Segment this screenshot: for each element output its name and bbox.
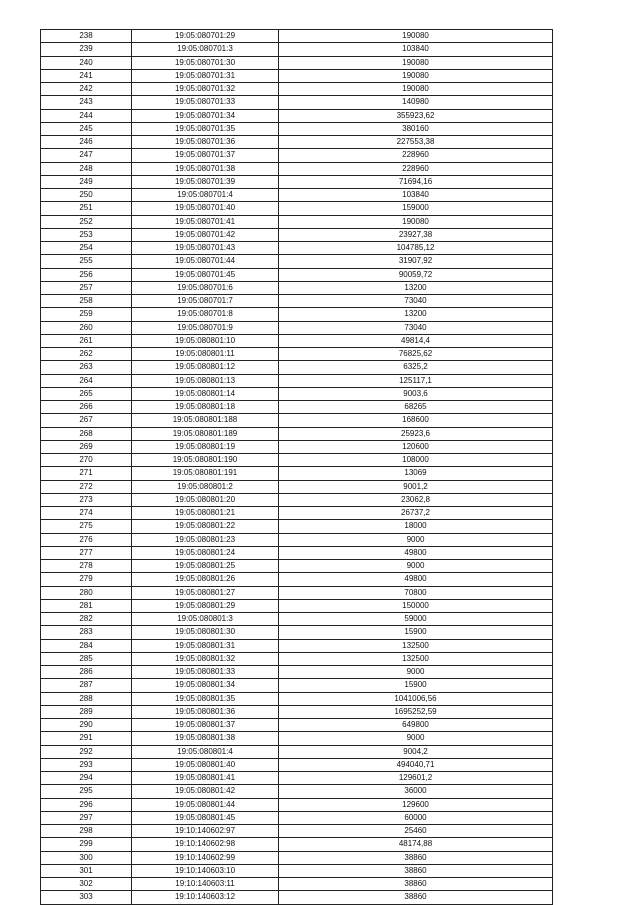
- table-row: [41, 30, 553, 43]
- table-row: [41, 599, 553, 612]
- table-row: [41, 96, 553, 109]
- value-cell: 59000: [279, 613, 553, 626]
- value-cell: 108000: [279, 454, 553, 467]
- value-cell: 73040: [279, 295, 553, 308]
- cadastral-number-cell: 19:05:080701:6: [132, 281, 279, 294]
- row-number-cell: 257: [41, 281, 132, 294]
- value-cell: 23062,8: [279, 493, 553, 506]
- value-cell: 132500: [279, 639, 553, 652]
- value-cell: 71694,16: [279, 175, 553, 188]
- table-row: [41, 136, 553, 149]
- value-cell: 68265: [279, 401, 553, 414]
- value-cell: 103840: [279, 189, 553, 202]
- value-cell: 38860: [279, 851, 553, 864]
- row-number-cell: 283: [41, 626, 132, 639]
- table-row: [41, 838, 553, 851]
- value-cell: 6325,2: [279, 361, 553, 374]
- cadastral-number-cell: 19:05:080801:21: [132, 507, 279, 520]
- row-number-cell: 298: [41, 825, 132, 838]
- value-cell: 23927,38: [279, 228, 553, 241]
- cadastral-number-cell: 19:05:080701:38: [132, 162, 279, 175]
- row-number-cell: 276: [41, 533, 132, 546]
- table-row: [41, 467, 553, 480]
- value-cell: 13069: [279, 467, 553, 480]
- cadastral-number-cell: 19:05:080801:31: [132, 639, 279, 652]
- value-cell: 73040: [279, 321, 553, 334]
- row-number-cell: 252: [41, 215, 132, 228]
- row-number-cell: 291: [41, 732, 132, 745]
- row-number-cell: 266: [41, 401, 132, 414]
- table-row: [41, 414, 553, 427]
- value-cell: 150000: [279, 599, 553, 612]
- table-row: [41, 295, 553, 308]
- table-row: [41, 652, 553, 665]
- row-number-cell: 243: [41, 96, 132, 109]
- cadastral-number-cell: 19:05:080801:32: [132, 652, 279, 665]
- row-number-cell: 278: [41, 560, 132, 573]
- value-cell: 190080: [279, 30, 553, 43]
- cadastral-number-cell: 19:05:080701:8: [132, 308, 279, 321]
- value-cell: 36000: [279, 785, 553, 798]
- table-row: [41, 255, 553, 268]
- cadastral-number-cell: 19:05:080701:35: [132, 122, 279, 135]
- cadastral-number-cell: 19:05:080801:42: [132, 785, 279, 798]
- row-number-cell: 253: [41, 228, 132, 241]
- cadastral-number-cell: 19:05:080801:4: [132, 745, 279, 758]
- cadastral-number-cell: 19:10:140602:97: [132, 825, 279, 838]
- row-number-cell: 246: [41, 136, 132, 149]
- cadastral-number-cell: 19:05:080801:44: [132, 798, 279, 811]
- cadastral-number-cell: 19:05:080801:191: [132, 467, 279, 480]
- row-number-cell: 289: [41, 705, 132, 718]
- value-cell: 60000: [279, 811, 553, 824]
- value-cell: 49800: [279, 573, 553, 586]
- row-number-cell: 301: [41, 864, 132, 877]
- row-number-cell: 256: [41, 268, 132, 281]
- value-cell: 9000: [279, 666, 553, 679]
- table-row: [41, 520, 553, 533]
- row-number-cell: 302: [41, 878, 132, 891]
- table-row: [41, 454, 553, 467]
- row-number-cell: 255: [41, 255, 132, 268]
- cadastral-number-cell: 19:05:080801:2: [132, 480, 279, 493]
- table-row: [41, 281, 553, 294]
- row-number-cell: 303: [41, 891, 132, 904]
- cadastral-number-cell: 19:10:140602:98: [132, 838, 279, 851]
- table-row: [41, 387, 553, 400]
- cadastral-number-cell: 19:05:080701:30: [132, 56, 279, 69]
- table-row: [41, 560, 553, 573]
- cadastral-number-cell: 19:05:080701:3: [132, 43, 279, 56]
- row-number-cell: 267: [41, 414, 132, 427]
- table-row: [41, 692, 553, 705]
- table-row: [41, 705, 553, 718]
- value-cell: 70800: [279, 586, 553, 599]
- cadastral-number-cell: 19:05:080801:41: [132, 772, 279, 785]
- value-cell: 38860: [279, 864, 553, 877]
- table-row: [41, 56, 553, 69]
- value-cell: 125117,1: [279, 374, 553, 387]
- value-cell: 25460: [279, 825, 553, 838]
- row-number-cell: 297: [41, 811, 132, 824]
- table-row: [41, 480, 553, 493]
- value-cell: 9000: [279, 560, 553, 573]
- value-cell: 355923,62: [279, 109, 553, 122]
- cadastral-number-cell: 19:05:080701:43: [132, 242, 279, 255]
- row-number-cell: 270: [41, 454, 132, 467]
- row-number-cell: 282: [41, 613, 132, 626]
- row-number-cell: 249: [41, 175, 132, 188]
- cadastral-number-cell: 19:05:080701:44: [132, 255, 279, 268]
- value-cell: 15900: [279, 626, 553, 639]
- cadastral-number-cell: 19:05:080701:32: [132, 83, 279, 96]
- value-cell: 228960: [279, 149, 553, 162]
- table-row: [41, 69, 553, 82]
- cadastral-number-cell: 19:05:080801:38: [132, 732, 279, 745]
- cadastral-number-cell: 19:05:080701:34: [132, 109, 279, 122]
- row-number-cell: 284: [41, 639, 132, 652]
- row-number-cell: 281: [41, 599, 132, 612]
- value-cell: 129601,2: [279, 772, 553, 785]
- cadastral-number-cell: 19:05:080801:10: [132, 334, 279, 347]
- row-number-cell: 244: [41, 109, 132, 122]
- table-row: [41, 109, 553, 122]
- value-cell: 1041006,56: [279, 692, 553, 705]
- cadastral-number-cell: 19:05:080801:45: [132, 811, 279, 824]
- table-row: [41, 719, 553, 732]
- row-number-cell: 251: [41, 202, 132, 215]
- cadastral-number-cell: 19:05:080801:29: [132, 599, 279, 612]
- table-row: [41, 321, 553, 334]
- cadastral-number-cell: 19:05:080801:25: [132, 560, 279, 573]
- value-cell: 49800: [279, 546, 553, 559]
- value-cell: 140980: [279, 96, 553, 109]
- row-number-cell: 259: [41, 308, 132, 321]
- table-row: [41, 493, 553, 506]
- row-number-cell: 260: [41, 321, 132, 334]
- table-row: [41, 758, 553, 771]
- table-row: [41, 772, 553, 785]
- table-row: [41, 811, 553, 824]
- value-cell: 38860: [279, 878, 553, 891]
- cadastral-number-cell: 19:05:080801:40: [132, 758, 279, 771]
- table-row: [41, 586, 553, 599]
- value-cell: 190080: [279, 215, 553, 228]
- value-cell: 132500: [279, 652, 553, 665]
- table-row: [41, 374, 553, 387]
- table-row: [41, 679, 553, 692]
- table-row: [41, 189, 553, 202]
- row-number-cell: 262: [41, 348, 132, 361]
- row-number-cell: 294: [41, 772, 132, 785]
- cadastral-number-cell: 19:05:080701:7: [132, 295, 279, 308]
- table-row: [41, 228, 553, 241]
- row-number-cell: 264: [41, 374, 132, 387]
- row-number-cell: 240: [41, 56, 132, 69]
- row-number-cell: 248: [41, 162, 132, 175]
- cadastral-number-cell: 19:05:080801:188: [132, 414, 279, 427]
- row-number-cell: 293: [41, 758, 132, 771]
- table-row: [41, 440, 553, 453]
- table-row: [41, 149, 553, 162]
- row-number-cell: 239: [41, 43, 132, 56]
- row-number-cell: 299: [41, 838, 132, 851]
- row-number-cell: 280: [41, 586, 132, 599]
- cadastral-number-cell: 19:05:080801:13: [132, 374, 279, 387]
- value-cell: 129600: [279, 798, 553, 811]
- value-cell: 190080: [279, 69, 553, 82]
- row-number-cell: 292: [41, 745, 132, 758]
- value-cell: 494040,71: [279, 758, 553, 771]
- cadastral-number-cell: 19:05:080701:9: [132, 321, 279, 334]
- value-cell: 103840: [279, 43, 553, 56]
- value-cell: 9000: [279, 732, 553, 745]
- cadastral-number-cell: 19:10:140603:11: [132, 878, 279, 891]
- row-number-cell: 300: [41, 851, 132, 864]
- row-number-cell: 287: [41, 679, 132, 692]
- value-cell: 25923,6: [279, 427, 553, 440]
- value-cell: 1695252,59: [279, 705, 553, 718]
- row-number-cell: 263: [41, 361, 132, 374]
- row-number-cell: 275: [41, 520, 132, 533]
- table-row: [41, 122, 553, 135]
- value-cell: 90059,72: [279, 268, 553, 281]
- table-row: [41, 334, 553, 347]
- table-body: [41, 30, 553, 905]
- cadastral-number-cell: 19:05:080801:3: [132, 613, 279, 626]
- value-cell: 159000: [279, 202, 553, 215]
- table-row: [41, 825, 553, 838]
- table-row: [41, 268, 553, 281]
- cadastral-number-cell: 19:05:080801:14: [132, 387, 279, 400]
- table-row: [41, 798, 553, 811]
- value-cell: 649800: [279, 719, 553, 732]
- cadastral-number-cell: 19:05:080801:11: [132, 348, 279, 361]
- cadastral-number-cell: 19:05:080801:36: [132, 705, 279, 718]
- row-number-cell: 295: [41, 785, 132, 798]
- table-row: [41, 175, 553, 188]
- value-cell: 9000: [279, 533, 553, 546]
- value-cell: 104785,12: [279, 242, 553, 255]
- value-cell: 190080: [279, 83, 553, 96]
- cadastral-number-cell: 19:05:080701:39: [132, 175, 279, 188]
- row-number-cell: 288: [41, 692, 132, 705]
- row-number-cell: 272: [41, 480, 132, 493]
- cadastral-number-cell: 19:05:080801:26: [132, 573, 279, 586]
- cadastral-number-cell: 19:05:080801:23: [132, 533, 279, 546]
- cadastral-number-cell: 19:05:080801:18: [132, 401, 279, 414]
- table-row: [41, 83, 553, 96]
- cadastral-number-cell: 19:05:080701:36: [132, 136, 279, 149]
- row-number-cell: 242: [41, 83, 132, 96]
- table-row: [41, 613, 553, 626]
- cadastral-number-cell: 19:05:080801:37: [132, 719, 279, 732]
- table-row: [41, 666, 553, 679]
- row-number-cell: 254: [41, 242, 132, 255]
- table-row: [41, 745, 553, 758]
- value-cell: 31907,92: [279, 255, 553, 268]
- cadastral-number-cell: 19:05:080801:22: [132, 520, 279, 533]
- cadastral-number-cell: 19:05:080701:33: [132, 96, 279, 109]
- cadastral-number-cell: 19:05:080701:29: [132, 30, 279, 43]
- value-cell: 13200: [279, 308, 553, 321]
- cadastral-number-cell: 19:05:080701:37: [132, 149, 279, 162]
- cadastral-number-cell: 19:10:140603:12: [132, 891, 279, 904]
- cadastral-number-cell: 19:05:080701:42: [132, 228, 279, 241]
- cadastral-number-cell: 19:05:080701:45: [132, 268, 279, 281]
- cadastral-number-cell: 19:05:080701:4: [132, 189, 279, 202]
- row-number-cell: 285: [41, 652, 132, 665]
- table-row: [41, 507, 553, 520]
- table-row: [41, 864, 553, 877]
- row-number-cell: 296: [41, 798, 132, 811]
- value-cell: 190080: [279, 56, 553, 69]
- table-row: [41, 242, 553, 255]
- cadastral-number-cell: 19:05:080701:41: [132, 215, 279, 228]
- table-row: [41, 878, 553, 891]
- cadastral-number-cell: 19:05:080701:40: [132, 202, 279, 215]
- table-row: [41, 546, 553, 559]
- value-cell: 9001,2: [279, 480, 553, 493]
- table-row: [41, 348, 553, 361]
- table-row: [41, 308, 553, 321]
- row-number-cell: 250: [41, 189, 132, 202]
- row-number-cell: 271: [41, 467, 132, 480]
- cadastral-number-cell: 19:05:080801:20: [132, 493, 279, 506]
- row-number-cell: 290: [41, 719, 132, 732]
- row-number-cell: 238: [41, 30, 132, 43]
- cadastral-number-cell: 19:10:140603:10: [132, 864, 279, 877]
- value-cell: 49814,4: [279, 334, 553, 347]
- value-cell: 18000: [279, 520, 553, 533]
- cadastral-number-cell: 19:05:080801:34: [132, 679, 279, 692]
- value-cell: 9003,6: [279, 387, 553, 400]
- row-number-cell: 241: [41, 69, 132, 82]
- value-cell: 168600: [279, 414, 553, 427]
- cadastral-number-cell: 19:05:080801:24: [132, 546, 279, 559]
- row-number-cell: 277: [41, 546, 132, 559]
- value-cell: 15900: [279, 679, 553, 692]
- cadastral-number-cell: 19:05:080801:27: [132, 586, 279, 599]
- value-cell: 227553,38: [279, 136, 553, 149]
- row-number-cell: 269: [41, 440, 132, 453]
- row-number-cell: 286: [41, 666, 132, 679]
- cadastral-number-cell: 19:05:080801:33: [132, 666, 279, 679]
- value-cell: 120600: [279, 440, 553, 453]
- table-row: [41, 732, 553, 745]
- row-number-cell: 261: [41, 334, 132, 347]
- cadastral-number-cell: 19:05:080801:12: [132, 361, 279, 374]
- value-cell: 13200: [279, 281, 553, 294]
- value-cell: 26737,2: [279, 507, 553, 520]
- cadastral-number-cell: 19:05:080801:189: [132, 427, 279, 440]
- table-row: [41, 401, 553, 414]
- table-row: [41, 573, 553, 586]
- table-row: [41, 891, 553, 904]
- table-row: [41, 162, 553, 175]
- table-row: [41, 533, 553, 546]
- cadastral-number-cell: 19:05:080801:35: [132, 692, 279, 705]
- value-cell: 9004,2: [279, 745, 553, 758]
- table-row: [41, 785, 553, 798]
- cadastral-value-table: [40, 29, 553, 905]
- row-number-cell: 274: [41, 507, 132, 520]
- row-number-cell: 245: [41, 122, 132, 135]
- table-row: [41, 851, 553, 864]
- row-number-cell: 279: [41, 573, 132, 586]
- table-row: [41, 361, 553, 374]
- row-number-cell: 247: [41, 149, 132, 162]
- row-number-cell: 258: [41, 295, 132, 308]
- table-row: [41, 427, 553, 440]
- row-number-cell: 273: [41, 493, 132, 506]
- value-cell: 76825,62: [279, 348, 553, 361]
- cadastral-number-cell: 19:05:080801:190: [132, 454, 279, 467]
- table-row: [41, 43, 553, 56]
- value-cell: 38860: [279, 891, 553, 904]
- table-row: [41, 215, 553, 228]
- table-row: [41, 639, 553, 652]
- row-number-cell: 265: [41, 387, 132, 400]
- cadastral-number-cell: 19:05:080801:30: [132, 626, 279, 639]
- row-number-cell: 268: [41, 427, 132, 440]
- value-cell: 48174,88: [279, 838, 553, 851]
- table-row: [41, 626, 553, 639]
- value-cell: 380160: [279, 122, 553, 135]
- value-cell: 228960: [279, 162, 553, 175]
- cadastral-number-cell: 19:05:080701:31: [132, 69, 279, 82]
- cadastral-number-cell: 19:10:140602:99: [132, 851, 279, 864]
- table-row: [41, 202, 553, 215]
- cadastral-number-cell: 19:05:080801:19: [132, 440, 279, 453]
